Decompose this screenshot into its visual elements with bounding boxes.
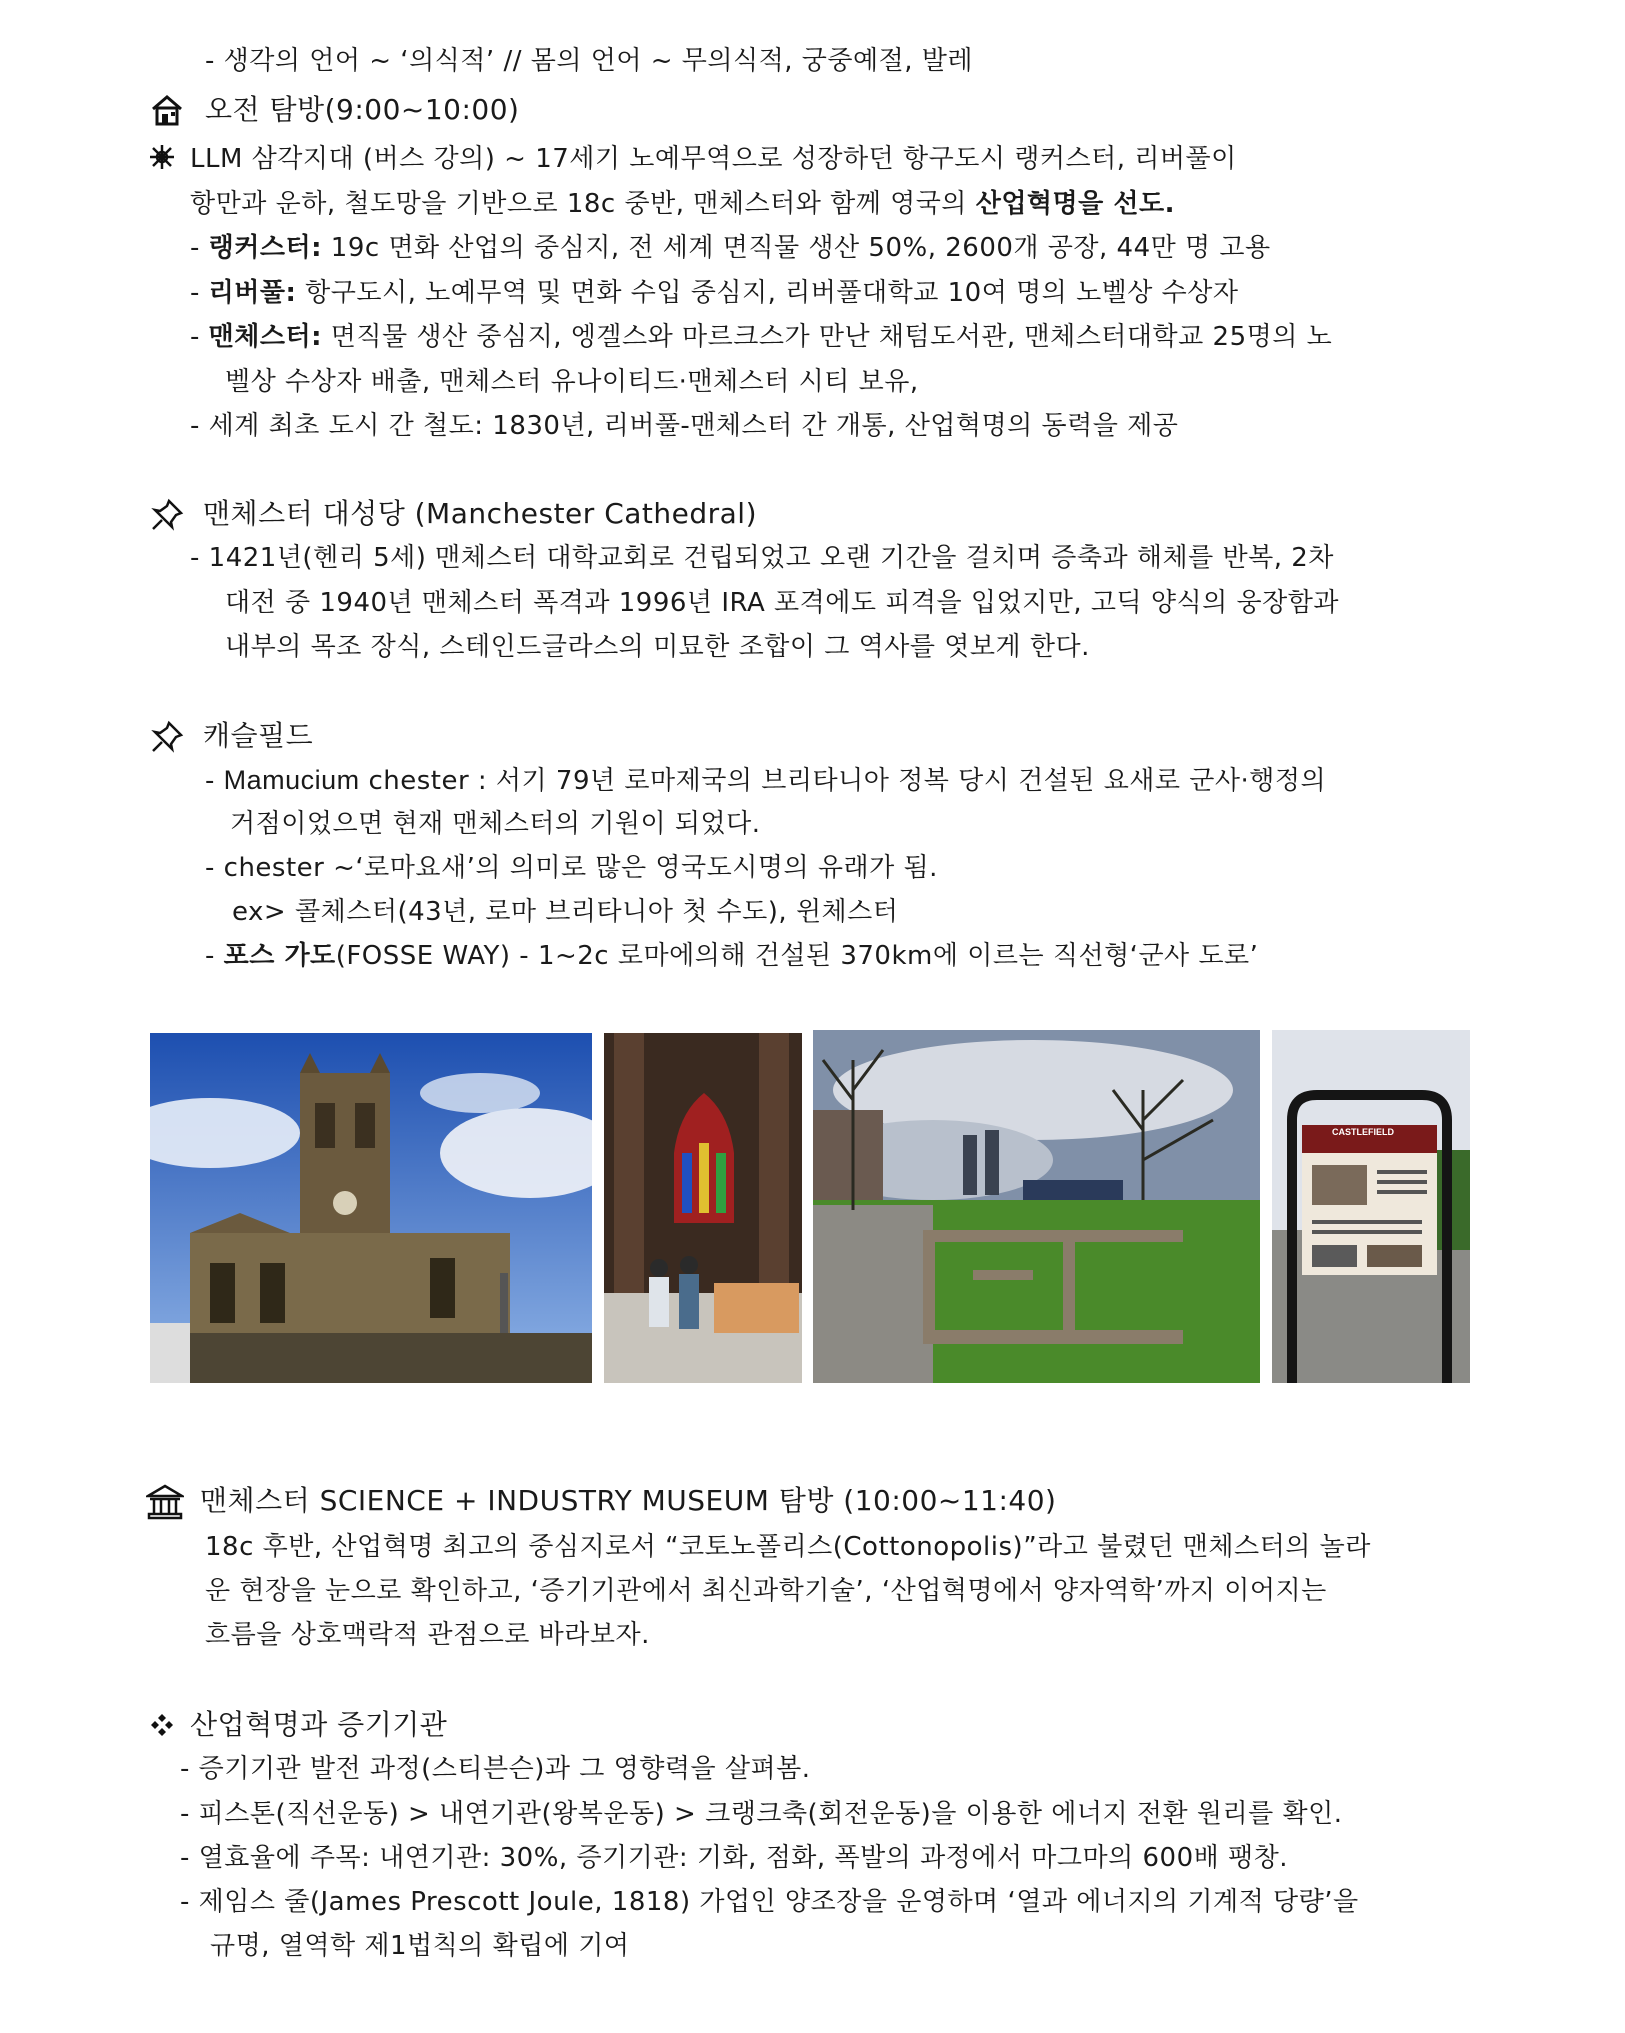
museum-icon [146, 1484, 184, 1520]
liverpool-item: - 리버풀: 항구도시, 노예무역 및 면화 수입 중심지, 리버풀대학교 10여 명의 노벨상 수상자 [190, 278, 1239, 308]
fosse-way-text: (FOSSE WAY) - 1~2c 로마에의해 건설된 370km에 이르는 직선형‘군사 도로’ [335, 941, 1259, 971]
cathedral-heading: 맨체스터 대성당 (Manchester Cathedral) [203, 497, 758, 530]
llm-line-2-text: 항만과 운하, 철도망을 기반으로 18c 중반, 맨체스터와 함께 영국의 [190, 189, 976, 219]
castlefield-line-1: - Mamucium chester : 서기 79년 로마제국의 브리타니아 정복 당시 건설된 요새로 군사·행정의 [205, 765, 1327, 796]
llm-line-2 [190, 187, 1175, 221]
snowflake-icon [148, 143, 176, 171]
sign-heading: CASTLEFIELD [1332, 1127, 1394, 1137]
pin-icon [150, 720, 184, 754]
museum-line-1: 18c 후반, 산업혁명 최고의 중심지로서 “코토노폴리스(Cottonopolis)”라고 불렸던 맨체스터의 놀라 [205, 1532, 1371, 1562]
castlefield-ruins-photo [813, 1030, 1260, 1383]
cathedral-line-2: 대전 중 1940년 맨체스터 폭격과 1996년 IRA 포격에도 피격을 입었지만, 고딕 양식의 웅장함과 [225, 588, 1339, 618]
manchester-line-2: 벨상 수상자 배출, 맨체스터 유나이티드·맨체스터 시티 보유, [225, 367, 919, 397]
steam-heading: 산업혁명과 증기기관 [190, 1708, 448, 1741]
castlefield-line-2: 거점이었으면 현재 맨체스터의 기원이 되었다. [230, 809, 761, 839]
steam-line-2: - 피스톤(직선운동) > 내연기관(왕복운동) > 크랭크축(회전운동)을 이용한 에너지 전환 원리를 확인. [180, 1799, 1343, 1829]
lancaster-item: - 랭커스터: 19c 면화 산업의 중심지, 전 세계 면직물 생산 50%, 2600개 공장, 44만 명 고용 [190, 233, 1271, 263]
cathedral-interior-photo [604, 1033, 802, 1383]
manchester-item: - 맨체스터: 면직물 생산 중심지, 엥겔스와 마르크스가 만난 채텀도서관, 맨체스터대학교 25명의 노 [190, 322, 1333, 352]
cathedral-exterior-photo [150, 1033, 592, 1383]
fosse-way-label: 포스 가도 [223, 941, 336, 971]
steam-line-4: - 제임스 줄(James Prescott Joule, 1818) 가업인 양조장을 운영하며 ‘열과 에너지의 기계적 당량’을 [180, 1887, 1359, 1917]
castlefield-line-1-text: chester : 서기 79년 로마제국의 브리타니아 정복 당시 건설된 요새로 군사·행정의 [359, 766, 1327, 796]
house-icon [150, 93, 184, 127]
diamond-bullet-icon [150, 1713, 174, 1737]
llm-line-1: LLM 삼각지대 (버스 강의) ~ 17세기 노예무역으로 성장하던 항구도시 랭커스터, 리버풀이 [190, 144, 1237, 174]
manchester-label: 맨체스터: [208, 322, 323, 352]
castlefield-line-5: - 포스 가도(FOSSE WAY) - 1~2c 로마에의해 건설된 370km에 이르는 직선형‘군사 도로’ [205, 941, 1259, 971]
llm-line-2-bold: 산업혁명을 선도. [975, 189, 1175, 219]
morning-heading [205, 93, 519, 127]
intro-line: - 생각의 언어 ~ ‘의식적’ // 몸의 언어 ~ 무의식적, 궁중예절, 발레 [205, 46, 973, 76]
liverpool-label: 리버풀: [208, 278, 297, 308]
lancaster-label: 랭커스터: [208, 233, 323, 263]
castlefield-heading: 캐슬필드 [203, 719, 314, 752]
castlefield-line-3: - chester ~‘로마요새’의 의미로 많은 영국도시명의 유래가 됨. [205, 853, 938, 883]
railway-item: - 세계 최초 도시 간 철도: 1830년, 리버풀-맨체스터 간 개통, 산업혁명의 동력을 제공 [190, 411, 1179, 441]
museum-line-3: 흐름을 상호맥락적 관점으로 바라보자. [205, 1620, 650, 1650]
cathedral-line-3: 내부의 목조 장식, 스테인드글라스의 미묘한 조합이 그 역사를 엿보게 한다. [225, 632, 1090, 662]
cathedral-line-1: - 1421년(헨리 5세) 맨체스터 대학교회로 건립되었고 오랜 기간을 걸치며 증축과 해체를 반복, 2차 [190, 543, 1334, 573]
castlefield-line-4: ex> 콜체스터(43년, 로마 브리타니아 첫 수도), 윈체스터 [232, 897, 899, 927]
steam-line-3: - 열효율에 주목: 내연기관: 30%, 증기기관: 기화, 점화, 폭발의 과정에서 마그마의 600배 팽창. [180, 1843, 1289, 1873]
lancaster-text: 19c 면화 산업의 중심지, 전 세계 면직물 생산 50%, 2600개 공장, 44만 명 고용 [322, 233, 1271, 263]
pin-icon [150, 498, 184, 532]
liverpool-text: 항구도시, 노예무역 및 면화 수입 중심지, 리버풀대학교 10여 명의 노벨상 수상자 [296, 278, 1239, 308]
morning-time: (9:00~10:00) [324, 93, 520, 126]
morning-title: 오전 탐방 [205, 93, 325, 126]
steam-line-5: 규명, 열역학 제1법칙의 확립에 기여 [210, 1931, 630, 1961]
steam-line-1: - 증기기관 발전 과정(스티븐슨)과 그 영향력을 살펴봄. [180, 1754, 811, 1784]
museum-heading: 맨체스터 SCIENCE + INDUSTRY MUSEUM 탐방 (10:00~11:40) [200, 1484, 1057, 1517]
mamucium-word: Mamucium [223, 765, 360, 795]
castlefield-sign-photo [1272, 1030, 1470, 1383]
museum-line-2: 운 현장을 눈으로 확인하고, ‘증기기관에서 최신과학기술’, ‘산업혁명에서 양자역학’까지 이어지는 [205, 1576, 1327, 1606]
manchester-text: 면직물 생산 중심지, 엥겔스와 마르크스가 만난 채텀도서관, 맨체스터대학교 25명의 노 [322, 322, 1333, 352]
